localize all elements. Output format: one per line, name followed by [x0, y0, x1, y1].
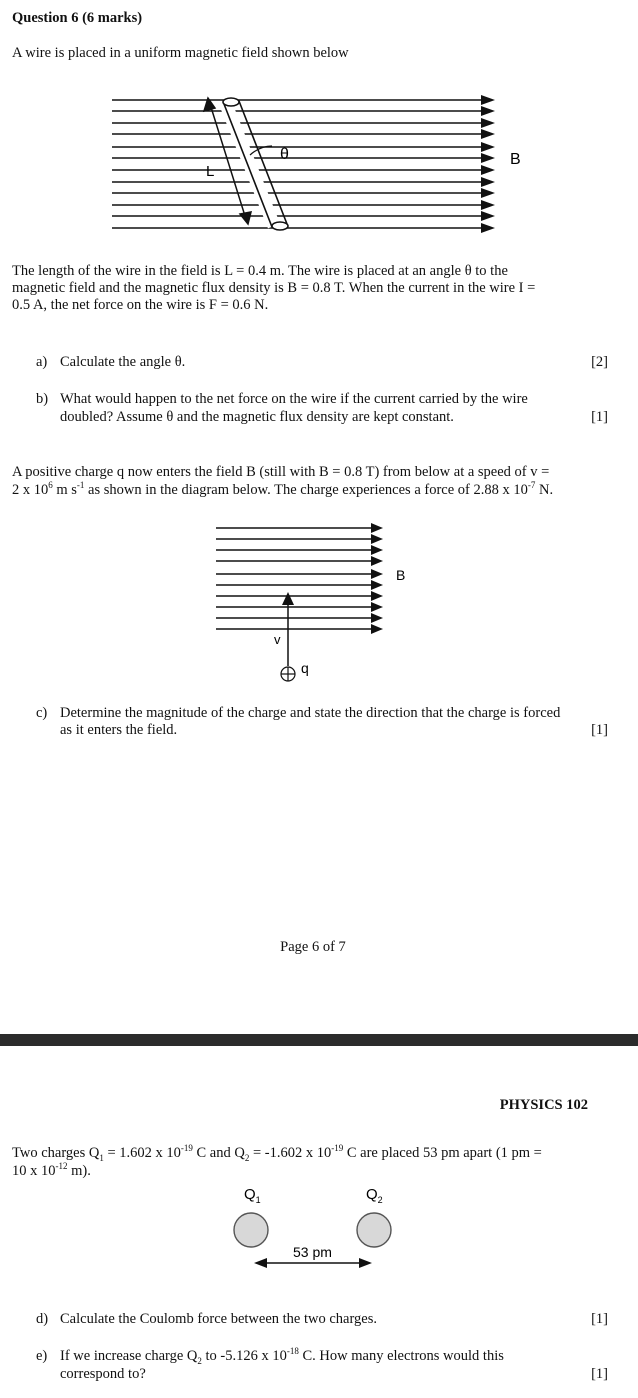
charge-label: q [301, 660, 309, 676]
field-arrowheads-2 [371, 523, 383, 634]
paragraph1-line3: 0.5 A, the net force on the wire is F = 0.6 N. [12, 297, 269, 313]
q1-label: $Q_1$ [244, 1186, 261, 1205]
wire [223, 98, 288, 230]
page-divider [0, 1034, 638, 1046]
paragraph1-line1: The length of the wire in the field is L = 0.4 m. The wire is placed at an angle θ to the [12, 263, 508, 279]
part-d-text: Calculate the Coulomb force between the two charges. [60, 1311, 378, 1327]
part-c-line1: Determine the magnitude of the charge and state the direction that the charge is forced [60, 705, 561, 721]
angle-label: θ [280, 146, 289, 163]
charge-q1 [234, 1213, 268, 1247]
paragraph3-line1: Two charges $Q_1 = 1.602$ x $10^{-19}$ C and $Q_2 = -1.602$ x $10^{-19}$ C are placed 53 pm apart (1 pm = [12, 1143, 542, 1163]
part-a-text: Calculate the angle θ. [60, 354, 186, 370]
question-intro: A wire is placed in a uniform magnetic field shown below [12, 45, 349, 61]
field-label-2: B [396, 567, 406, 583]
field-lines-2 [216, 528, 375, 629]
charge-field-diagram [210, 518, 430, 688]
part-b-line2: doubled? Assume θ and the magnetic flux density are kept constant. [60, 409, 454, 425]
paragraph2-line2: 2 x $10^6$ m $s^{-1}$ as shown in the diagram below. The charge experiences a force of 2.88 x $10^{-7}$ N. [12, 480, 554, 498]
field-arrowheads [481, 95, 495, 233]
part-b-line1: What would happen to the net force on the wire if the current carried by the wire [60, 391, 528, 407]
field-lines [112, 100, 485, 228]
part-c-label: c) [36, 705, 48, 721]
wire-field-diagram [100, 88, 540, 238]
part-a-marks: [2] [591, 354, 608, 370]
charge-q2 [357, 1213, 391, 1247]
part-e-label: e) [36, 1348, 48, 1364]
paragraph2-line1: A positive charge q now enters the field B (still with B = 0.8 T) from below at a speed of v = [12, 464, 550, 480]
field-label: B [510, 151, 521, 168]
part-e-line2: correspond to? [60, 1366, 146, 1382]
part-c-marks: [1] [591, 722, 608, 738]
part-d-label: d) [36, 1311, 49, 1327]
part-c-line2: as it enters the field. [60, 722, 178, 738]
part-b-label: b) [36, 391, 49, 407]
paragraph1-line2: magnetic field and the magnetic flux density is B = 0.8 T. When the current in the wire I = [12, 280, 536, 296]
question-title: Question 6 (6 marks) [12, 10, 143, 26]
two-charges-diagram [220, 1180, 420, 1275]
q2-label: $Q_2$ [366, 1186, 383, 1205]
positive-charge [281, 667, 295, 681]
part-b-marks: [1] [591, 409, 608, 425]
page-footer: Page 6 of 7 [280, 939, 346, 955]
course-header: PHYSICS 102 [499, 1097, 588, 1113]
length-label: L [206, 163, 215, 180]
part-e-line1: If we increase charge $Q_2$ to -5.126 x $10^{-18}$ C. How many electrons would this [60, 1346, 504, 1366]
distance-label: 53 pm [293, 1244, 332, 1260]
part-d-marks: [1] [591, 1311, 608, 1327]
part-a-label: a) [36, 354, 48, 370]
paragraph3-line2: 10 x $10^{-12}$ m). [12, 1161, 91, 1179]
part-e-marks: [1] [591, 1366, 608, 1382]
velocity-label: v [274, 632, 281, 647]
